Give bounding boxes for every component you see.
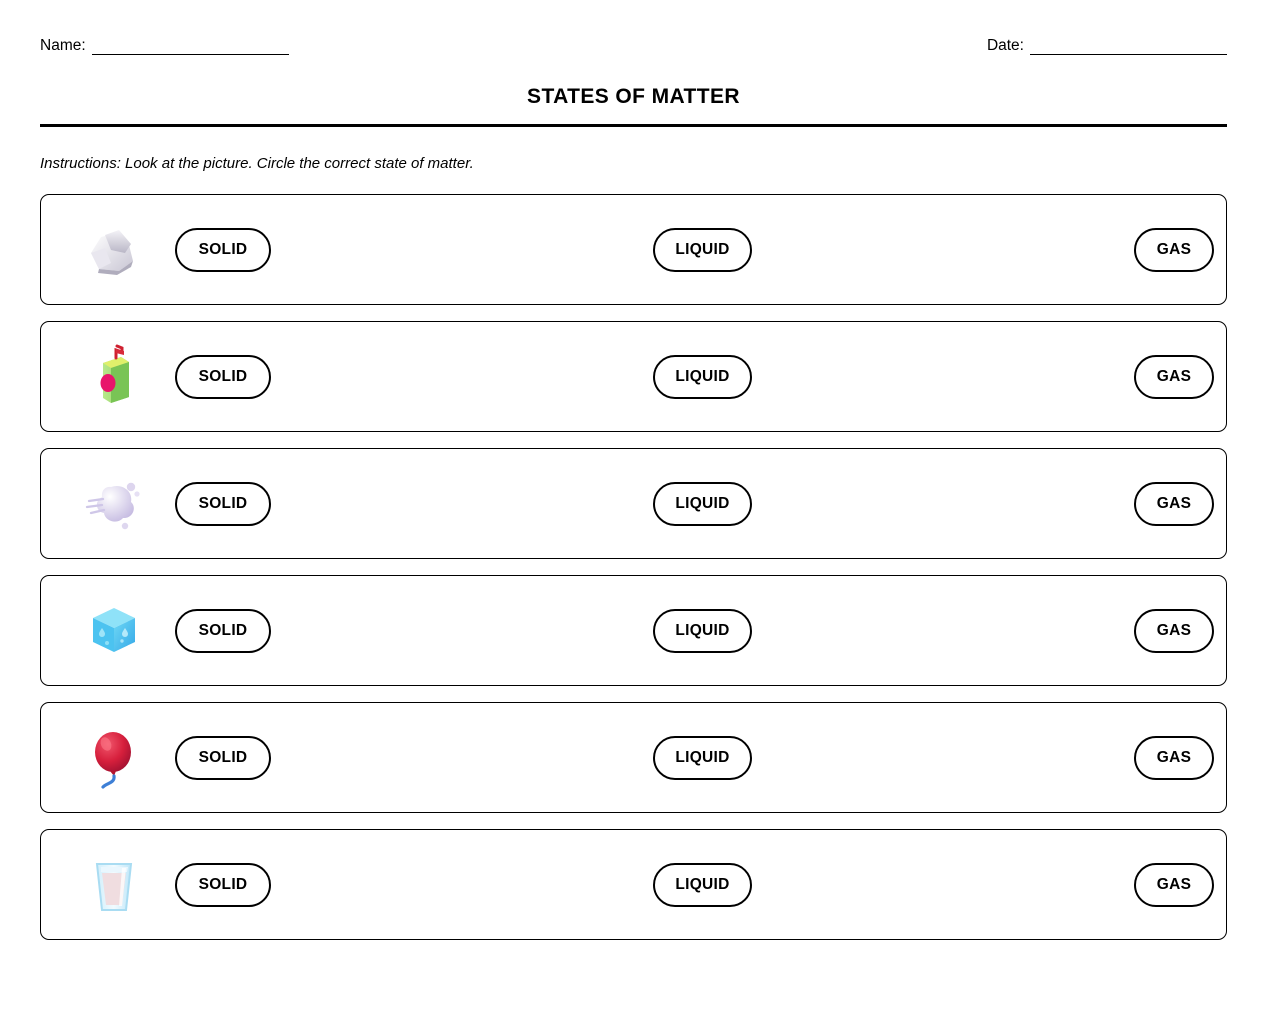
answer-options <box>147 736 1214 780</box>
option-gas[interactable]: GAS <box>1134 482 1214 526</box>
page-title: STATES OF MATTER <box>527 85 740 108</box>
rock-icon <box>81 217 147 283</box>
option-solid[interactable]: SOLID <box>175 228 271 272</box>
date-input-blank[interactable] <box>1030 40 1227 55</box>
glass-of-milk-icon <box>81 852 147 918</box>
juice-box-icon <box>81 344 147 410</box>
answer-options <box>147 609 1214 653</box>
option-liquid[interactable]: LIQUID <box>653 482 751 526</box>
option-liquid[interactable]: LIQUID <box>653 609 751 653</box>
balloon-icon <box>81 725 147 791</box>
table-row <box>40 575 1227 686</box>
header <box>40 0 1227 55</box>
steam-puff-icon <box>81 471 147 537</box>
option-solid[interactable]: SOLID <box>175 863 271 907</box>
option-gas[interactable]: GAS <box>1134 228 1214 272</box>
option-liquid[interactable]: LIQUID <box>653 355 751 399</box>
date-label: Date: <box>986 37 1024 54</box>
name-label: Name: <box>40 37 86 54</box>
table-row <box>40 829 1227 940</box>
option-solid[interactable]: SOLID <box>175 609 271 653</box>
table-row <box>40 448 1227 559</box>
table-row <box>40 321 1227 432</box>
option-liquid[interactable]: LIQUID <box>653 736 751 780</box>
title-divider <box>40 124 1227 127</box>
table-row <box>40 702 1227 813</box>
ice-cube-icon <box>81 598 147 664</box>
option-gas[interactable]: GAS <box>1134 863 1214 907</box>
option-solid[interactable]: SOLID <box>175 736 271 780</box>
name-input-blank[interactable] <box>92 40 289 55</box>
name-field <box>40 36 289 55</box>
option-solid[interactable]: SOLID <box>175 482 271 526</box>
instructions-text: Instructions: Look at the picture. Circle the correct state of matter. <box>40 155 474 172</box>
answer-options <box>147 482 1214 526</box>
answer-options <box>147 355 1214 399</box>
answer-options <box>147 863 1214 907</box>
date-field <box>987 36 1227 55</box>
question-rows <box>40 194 1227 940</box>
option-solid[interactable]: SOLID <box>175 355 271 399</box>
option-gas[interactable]: GAS <box>1134 355 1214 399</box>
table-row <box>40 194 1227 305</box>
option-gas[interactable]: GAS <box>1134 609 1214 653</box>
option-liquid[interactable]: LIQUID <box>653 863 751 907</box>
answer-options <box>147 228 1214 272</box>
option-liquid[interactable]: LIQUID <box>653 228 751 272</box>
option-gas[interactable]: GAS <box>1134 736 1214 780</box>
